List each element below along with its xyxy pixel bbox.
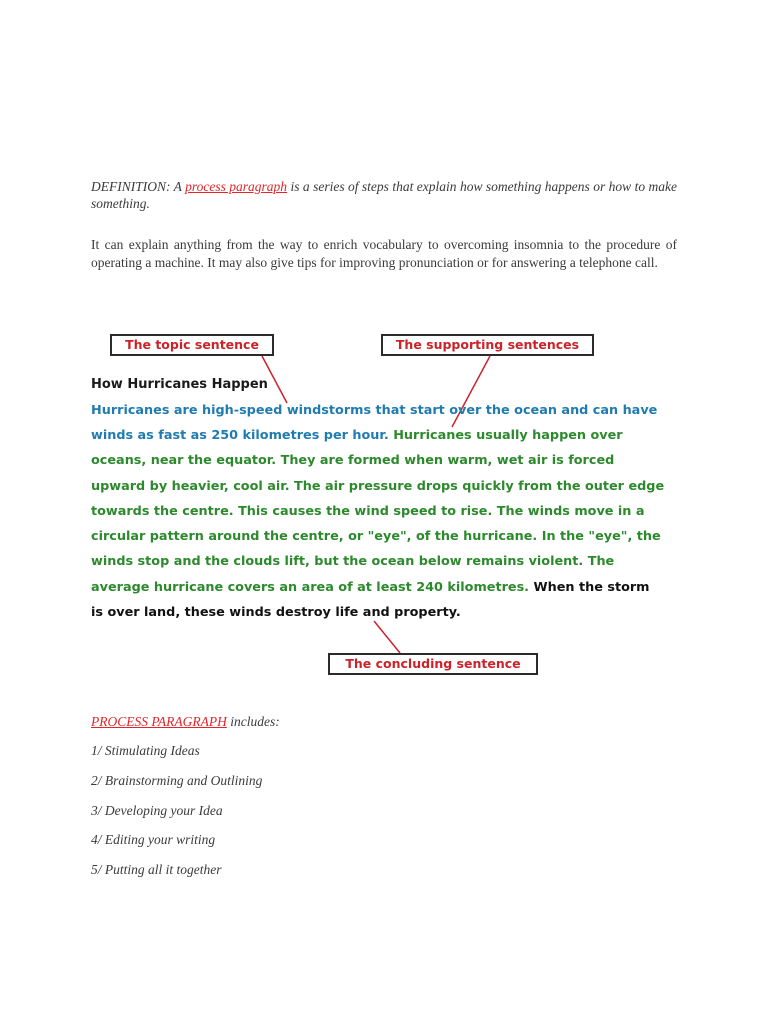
topic-sentence-callout: The topic sentence: [110, 334, 274, 356]
step-item: 1/ Stimulating Ideas: [91, 743, 200, 758]
supporting-text: average hurricane covers an area of at least 240 kilometres.: [91, 580, 530, 595]
definition-prefix: DEFINITION: A: [91, 179, 186, 194]
step-item: 3/ Developing your Idea: [91, 803, 223, 818]
supporting-text: towards the centre. This causes the wind speed to rise. The winds move in a: [91, 504, 645, 519]
example-line-6: [91, 529, 661, 545]
example-title: How Hurricanes Happen: [91, 377, 268, 392]
example-line-4: [91, 479, 664, 495]
supporting-text: oceans, near the equator. They are formed when warm, wet air is forced: [91, 453, 615, 468]
concluding-sentence-callout: The concluding sentence: [328, 653, 538, 675]
example-line-9: [91, 605, 461, 621]
supporting-text: winds stop and the clouds lift, but the ocean below remains violent. The: [91, 554, 615, 569]
supporting-text: Hurricanes usually happen over: [388, 428, 623, 443]
step-item: 4/ Editing your writing: [91, 832, 216, 847]
supporting-text: upward by heavier, cool air. The air pressure drops quickly from the outer edge: [91, 479, 665, 494]
concluding-text: is over land, these winds destroy life and property.: [91, 605, 461, 620]
example-line-1: [91, 403, 657, 419]
step-item: 2/ Brainstorming and Outlining: [91, 773, 263, 788]
process-paragraph-heading-link[interactable]: PROCESS PARAGRAPH: [91, 714, 227, 729]
step-item: 5/ Putting all it together: [91, 862, 222, 877]
example-line-2: [91, 428, 623, 444]
concluding-text: When the storm: [529, 580, 650, 595]
example-line-5: [91, 504, 645, 520]
includes-heading: [91, 714, 280, 730]
example-line-3: [91, 453, 614, 469]
includes-suffix: includes:: [226, 714, 280, 729]
topic-text: Hurricanes are high-speed windstorms that start over the ocean and can have: [91, 403, 658, 418]
explanation-paragraph: It can explain anything from the way to enrich vocabulary to overcoming insomnia to the procedure of operating a machine. It may also give tips for improving pronunciation or for answering a telephone call.: [91, 237, 677, 270]
example-line-8: [91, 580, 650, 596]
definition-suffix: is a series of steps that explain how something happens or how to make something.: [91, 179, 677, 211]
supporting-text: circular pattern around the centre, or "eye", of the hurricane. In the "eye", the: [91, 529, 661, 544]
process-paragraph-link[interactable]: process paragraph: [185, 179, 288, 194]
example-line-7: [91, 554, 614, 570]
topic-text: winds as fast as 250 kilometres per hour.: [91, 428, 389, 443]
supporting-sentences-callout: The supporting sentences: [381, 334, 594, 356]
concluding-connector: [374, 621, 400, 653]
